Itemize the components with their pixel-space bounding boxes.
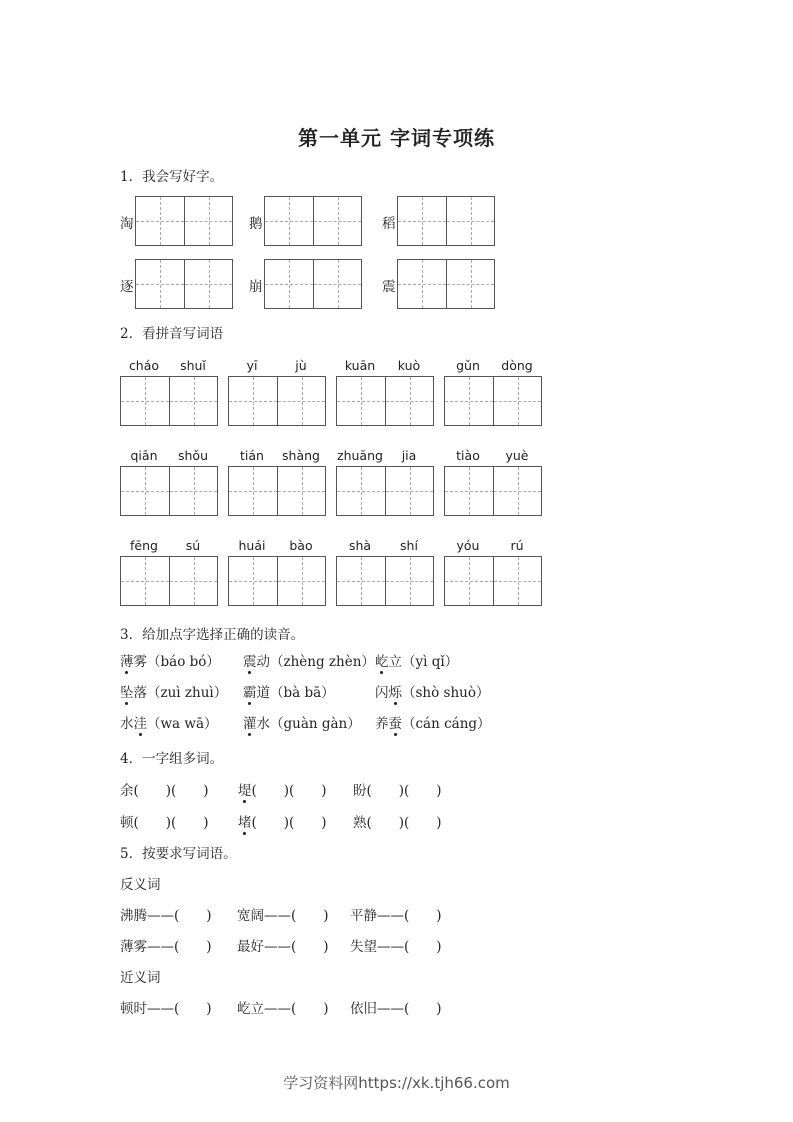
reading-item xyxy=(120,650,220,670)
grid-cell[interactable] xyxy=(398,260,446,308)
model-character: 震 xyxy=(382,279,396,295)
answer-grid[interactable] xyxy=(228,556,326,606)
q3-heading: 3．给加点字选择正确的读音。 xyxy=(120,627,305,643)
pinyin-label: bào xyxy=(289,538,313,553)
grid-cell[interactable] xyxy=(277,467,325,515)
grid-cell[interactable] xyxy=(184,260,232,308)
answer-grid[interactable] xyxy=(444,466,542,516)
pinyin-label: fēng xyxy=(130,538,158,553)
model-character: 稻 xyxy=(382,216,396,232)
grid-cell[interactable] xyxy=(265,197,313,245)
antonym-label: 反义词 xyxy=(120,877,161,893)
answer-grid[interactable] xyxy=(336,376,434,426)
antonym-item[interactable]: 平静——( ) xyxy=(350,908,442,924)
grid-cell[interactable] xyxy=(121,557,169,605)
grid-cell[interactable] xyxy=(445,467,493,515)
writing-grid[interactable] xyxy=(264,196,362,246)
grid-cell[interactable] xyxy=(337,467,385,515)
grid-cell[interactable] xyxy=(493,467,541,515)
pinyin-label: sú xyxy=(185,538,201,553)
grid-cell[interactable] xyxy=(169,377,217,425)
synonym-item[interactable]: 屹立——( ) xyxy=(237,1001,329,1017)
antonym-item[interactable]: 宽阔——( ) xyxy=(237,908,329,924)
grid-cell[interactable] xyxy=(445,557,493,605)
grid-cell[interactable] xyxy=(398,197,446,245)
answer-grid[interactable] xyxy=(444,556,542,606)
grid-cell[interactable] xyxy=(493,377,541,425)
answer-blanks[interactable]: ( )( ) xyxy=(366,783,442,799)
pinyin-label: tián xyxy=(240,448,264,463)
base-character: 顿 xyxy=(120,815,134,831)
writing-grid[interactable] xyxy=(397,196,495,246)
grid-cell[interactable] xyxy=(313,260,361,308)
grid-cell[interactable] xyxy=(445,377,493,425)
antonym-item[interactable]: 沸腾——( ) xyxy=(120,908,212,924)
pronunciation-options: 雾（báo bó） xyxy=(133,654,220,670)
pinyin-label: huái xyxy=(238,538,266,553)
grid-cell[interactable] xyxy=(277,557,325,605)
grid-cell[interactable] xyxy=(446,260,494,308)
footer-watermark: 学习资料网https://xk.tjh66.com xyxy=(283,1074,510,1092)
answer-grid[interactable] xyxy=(120,556,218,606)
base-character: 盼 xyxy=(353,783,367,799)
answer-grid[interactable] xyxy=(444,376,542,426)
base-character: 余 xyxy=(120,783,134,799)
item-prefix: 水 xyxy=(120,716,134,732)
pinyin-label: cháo xyxy=(128,358,160,373)
grid-cell[interactable] xyxy=(229,377,277,425)
grid-cell[interactable] xyxy=(229,467,277,515)
synonym-label: 近义词 xyxy=(120,970,161,986)
grid-cell[interactable] xyxy=(136,197,184,245)
dotted-character: 洼 xyxy=(133,716,147,732)
pronunciation-options: 立（yì qǐ） xyxy=(388,654,459,670)
answer-blanks[interactable]: ( )( ) xyxy=(366,815,442,831)
pronunciation-options: 水（guàn gàn） xyxy=(256,716,361,732)
pronunciation-options: （wa wā） xyxy=(147,716,218,732)
reading-item xyxy=(120,681,227,701)
antonym-item[interactable]: 最好——( ) xyxy=(237,939,329,955)
answer-blanks[interactable]: ( )( ) xyxy=(133,815,209,831)
answer-grid[interactable] xyxy=(336,556,434,606)
grid-cell[interactable] xyxy=(385,377,433,425)
item-prefix: 闪 xyxy=(375,685,389,701)
answer-grid[interactable] xyxy=(120,466,218,516)
q1-heading: 1．我会写好字。 xyxy=(120,169,224,185)
dotted-character: 屹 xyxy=(375,654,389,670)
pinyin-label: shuǐ xyxy=(180,358,206,373)
pronunciation-options: 动（zhèng zhèn） xyxy=(256,654,375,670)
grid-cell[interactable] xyxy=(184,197,232,245)
q2-heading: 2．看拼音写词语 xyxy=(120,326,224,342)
pinyin-label: tiào xyxy=(456,448,480,463)
grid-cell[interactable] xyxy=(265,260,313,308)
grid-cell[interactable] xyxy=(277,377,325,425)
pinyin-label: shàng xyxy=(282,448,320,463)
answer-grid[interactable] xyxy=(228,466,326,516)
dotted-character: 震 xyxy=(243,654,257,670)
answer-grid[interactable] xyxy=(228,376,326,426)
grid-cell[interactable] xyxy=(337,377,385,425)
answer-grid[interactable] xyxy=(120,376,218,426)
grid-cell[interactable] xyxy=(446,197,494,245)
page-title: 第一单元 字词专项练 xyxy=(298,126,495,150)
dotted-character: 蚕 xyxy=(388,716,402,732)
grid-cell[interactable] xyxy=(385,467,433,515)
word-group-item[interactable] xyxy=(238,811,327,831)
grid-cell[interactable] xyxy=(493,557,541,605)
q4-heading: 4．一字组多词。 xyxy=(120,751,224,767)
grid-cell[interactable] xyxy=(385,557,433,605)
word-group-item[interactable] xyxy=(353,779,442,799)
synonym-item[interactable]: 顿时——( ) xyxy=(120,1001,212,1017)
answer-blanks[interactable]: ( )( ) xyxy=(133,783,209,799)
pinyin-label: shà xyxy=(348,538,372,553)
word-group-item[interactable] xyxy=(353,811,442,831)
pinyin-label: shǒu xyxy=(177,448,208,463)
model-character: 逐 xyxy=(120,279,134,295)
pinyin-label: yuè xyxy=(505,448,529,463)
reading-item xyxy=(375,681,490,701)
writing-grid[interactable] xyxy=(397,259,495,309)
pinyin-label: jù xyxy=(295,358,307,373)
reading-item xyxy=(243,681,335,701)
pronunciation-options: 道（bà bā） xyxy=(256,685,335,701)
pinyin-label: gǔn xyxy=(456,358,480,373)
reading-item xyxy=(243,712,361,732)
pinyin-label: shí xyxy=(400,538,418,553)
dotted-character: 薄 xyxy=(120,654,134,670)
grid-cell[interactable] xyxy=(169,467,217,515)
writing-grid[interactable] xyxy=(264,259,362,309)
grid-cell[interactable] xyxy=(313,197,361,245)
answer-grid[interactable] xyxy=(336,466,434,516)
word-group-item[interactable] xyxy=(238,779,327,799)
model-character: 淘 xyxy=(120,216,134,232)
answer-blanks[interactable]: ( )( ) xyxy=(251,783,327,799)
grid-cell[interactable] xyxy=(121,377,169,425)
pinyin-label: qiān xyxy=(130,448,158,463)
antonym-item[interactable]: 薄雾——( ) xyxy=(120,939,212,955)
pinyin-label: rú xyxy=(510,538,524,553)
grid-cell[interactable] xyxy=(337,557,385,605)
answer-blanks[interactable]: ( )( ) xyxy=(251,815,327,831)
base-character: 堤 xyxy=(238,783,252,799)
reading-item xyxy=(375,712,491,732)
pronunciation-options: （cán cáng） xyxy=(402,716,491,732)
word-group-item[interactable] xyxy=(120,811,209,831)
model-character: 崩 xyxy=(249,279,263,295)
pinyin-label: yóu xyxy=(456,538,480,553)
writing-grid[interactable] xyxy=(135,196,233,246)
antonym-item[interactable]: 失望——( ) xyxy=(350,939,442,955)
base-character: 堵 xyxy=(238,815,252,831)
base-character: 熟 xyxy=(353,815,367,831)
dotted-character: 霸 xyxy=(243,685,257,701)
pinyin-label: zhuāng xyxy=(337,448,383,463)
pinyin-label: jia xyxy=(401,448,417,463)
dotted-character: 坠 xyxy=(120,685,134,701)
grid-cell[interactable] xyxy=(136,260,184,308)
pinyin-label: kuò xyxy=(397,358,421,373)
synonym-item[interactable]: 依旧——( ) xyxy=(350,1001,442,1017)
writing-grid[interactable] xyxy=(135,259,233,309)
pronunciation-options: 落（zuì zhuì） xyxy=(133,685,228,701)
dotted-character: 烁 xyxy=(388,685,402,701)
model-character: 鹅 xyxy=(249,216,263,232)
grid-cell[interactable] xyxy=(229,557,277,605)
dotted-character: 灌 xyxy=(243,716,257,732)
q5-heading: 5．按要求写词语。 xyxy=(120,846,237,862)
pinyin-label: kuān xyxy=(344,358,376,373)
reading-item xyxy=(375,650,458,670)
pronunciation-options: （shò shuò） xyxy=(402,685,490,701)
item-prefix: 养 xyxy=(375,716,389,732)
word-group-item[interactable] xyxy=(120,779,209,799)
grid-cell[interactable] xyxy=(169,557,217,605)
reading-item xyxy=(243,650,375,670)
grid-cell[interactable] xyxy=(121,467,169,515)
pinyin-label: dòng xyxy=(501,358,533,373)
reading-item xyxy=(120,712,218,732)
pinyin-label: yī xyxy=(246,358,258,373)
